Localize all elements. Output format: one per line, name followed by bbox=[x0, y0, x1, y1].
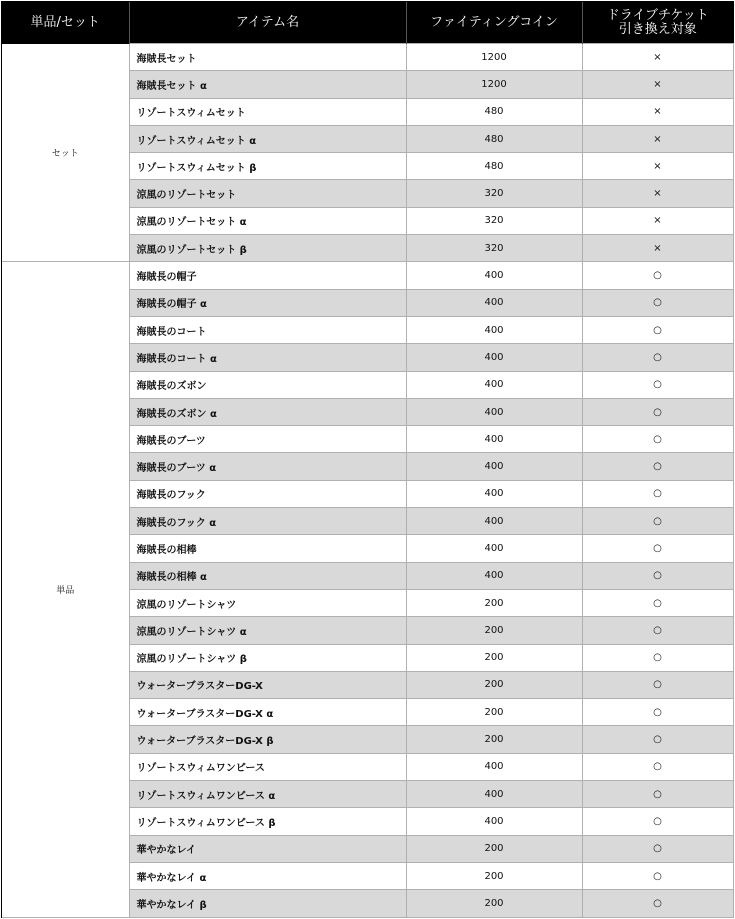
ticket-cell: ○ bbox=[582, 808, 733, 835]
table-body bbox=[2, 44, 733, 918]
coin-cell: 400 bbox=[406, 808, 582, 835]
ticket-cell: ○ bbox=[582, 781, 733, 808]
ticket-cell: × bbox=[582, 44, 733, 71]
item-table bbox=[2, 2, 734, 918]
coin-cell: 1200 bbox=[406, 44, 582, 71]
item-name-cell: 涼風のリゾートシャツ bbox=[129, 589, 406, 616]
coin-cell: 480 bbox=[406, 125, 582, 152]
item-name-cell: 海賊長のズボン bbox=[129, 371, 406, 398]
item-name-cell: 海賊長の相棒 α bbox=[129, 562, 406, 589]
coin-cell: 400 bbox=[406, 262, 582, 289]
ticket-cell: ○ bbox=[582, 316, 733, 343]
ticket-cell: ○ bbox=[582, 262, 733, 289]
item-name-cell: ウォーターブラスターDG-X α bbox=[129, 699, 406, 726]
ticket-cell: ○ bbox=[582, 644, 733, 671]
coin-cell: 200 bbox=[406, 890, 582, 917]
ticket-cell: ○ bbox=[582, 426, 733, 453]
coin-cell: 480 bbox=[406, 153, 582, 180]
header-ticket-line2: 引き換え対象 bbox=[618, 21, 697, 37]
header-ticket-line1: ドライブチケット bbox=[606, 7, 709, 23]
item-name-cell: 海賊長の帽子 α bbox=[129, 289, 406, 316]
category-cell: セット bbox=[2, 44, 129, 262]
ticket-cell: × bbox=[582, 71, 733, 98]
ticket-cell: × bbox=[582, 207, 733, 234]
item-name-cell: リゾートスウィムワンピース bbox=[129, 753, 406, 780]
coin-cell: 200 bbox=[406, 726, 582, 753]
item-name-cell: 涼風のリゾートセット α bbox=[129, 207, 406, 234]
item-name-cell: 海賊長セット bbox=[129, 44, 406, 71]
coin-cell: 200 bbox=[406, 644, 582, 671]
item-table-container bbox=[1, 1, 734, 918]
item-name-cell: ウォーターブラスターDG-X bbox=[129, 671, 406, 698]
coin-cell: 400 bbox=[406, 508, 582, 535]
header-item-name: アイテム名 bbox=[129, 2, 406, 44]
coin-cell: 320 bbox=[406, 207, 582, 234]
item-name-cell: 海賊長のフック α bbox=[129, 508, 406, 535]
coin-cell: 200 bbox=[406, 699, 582, 726]
coin-cell: 400 bbox=[406, 480, 582, 507]
ticket-cell: ○ bbox=[582, 617, 733, 644]
ticket-cell: ○ bbox=[582, 862, 733, 889]
item-name-cell: 涼風のリゾートセット bbox=[129, 180, 406, 207]
coin-cell: 400 bbox=[406, 398, 582, 425]
ticket-cell: ○ bbox=[582, 453, 733, 480]
coin-cell: 400 bbox=[406, 371, 582, 398]
coin-cell: 400 bbox=[406, 453, 582, 480]
ticket-cell: ○ bbox=[582, 890, 733, 917]
coin-cell: 200 bbox=[406, 671, 582, 698]
coin-cell: 200 bbox=[406, 617, 582, 644]
coin-cell: 400 bbox=[406, 562, 582, 589]
coin-cell: 400 bbox=[406, 535, 582, 562]
ticket-cell: ○ bbox=[582, 508, 733, 535]
ticket-cell: ○ bbox=[582, 589, 733, 616]
table-row bbox=[2, 44, 733, 71]
header-ticket bbox=[582, 2, 733, 44]
item-name-cell: 涼風のリゾートシャツ β bbox=[129, 644, 406, 671]
item-name-cell: 涼風のリゾートセット β bbox=[129, 235, 406, 262]
ticket-cell: ○ bbox=[582, 835, 733, 862]
ticket-cell: ○ bbox=[582, 398, 733, 425]
coin-cell: 400 bbox=[406, 289, 582, 316]
ticket-cell: ○ bbox=[582, 371, 733, 398]
coin-cell: 1200 bbox=[406, 71, 582, 98]
coin-cell: 400 bbox=[406, 426, 582, 453]
ticket-cell: × bbox=[582, 98, 733, 125]
coin-cell: 400 bbox=[406, 781, 582, 808]
ticket-cell: ○ bbox=[582, 289, 733, 316]
item-name-cell: 海賊長のブーツ bbox=[129, 426, 406, 453]
item-name-cell: 海賊長のズボン α bbox=[129, 398, 406, 425]
ticket-cell: ○ bbox=[582, 535, 733, 562]
item-name-cell: 海賊長のブーツ α bbox=[129, 453, 406, 480]
coin-cell: 400 bbox=[406, 344, 582, 371]
item-name-cell: 海賊長の帽子 bbox=[129, 262, 406, 289]
item-name-cell: 海賊長の相棒 bbox=[129, 535, 406, 562]
ticket-cell: ○ bbox=[582, 562, 733, 589]
ticket-cell: × bbox=[582, 235, 733, 262]
ticket-cell: ○ bbox=[582, 699, 733, 726]
coin-cell: 400 bbox=[406, 753, 582, 780]
item-name-cell: リゾートスウィムセット α bbox=[129, 125, 406, 152]
item-name-cell: 海賊長セット α bbox=[129, 71, 406, 98]
coin-cell: 320 bbox=[406, 235, 582, 262]
coin-cell: 320 bbox=[406, 180, 582, 207]
item-name-cell: リゾートスウィムセット bbox=[129, 98, 406, 125]
coin-cell: 200 bbox=[406, 835, 582, 862]
header-category: 単品/セット bbox=[2, 2, 129, 44]
item-name-cell: 華やかなレイ bbox=[129, 835, 406, 862]
coin-cell: 480 bbox=[406, 98, 582, 125]
ticket-cell: ○ bbox=[582, 753, 733, 780]
table-header-row bbox=[2, 2, 733, 44]
ticket-cell: ○ bbox=[582, 671, 733, 698]
item-name-cell: リゾートスウィムセット β bbox=[129, 153, 406, 180]
category-cell: 単品 bbox=[2, 262, 129, 917]
coin-cell: 200 bbox=[406, 862, 582, 889]
item-name-cell: 華やかなレイ β bbox=[129, 890, 406, 917]
item-name-cell: 海賊長のフック bbox=[129, 480, 406, 507]
header-coin: ファイティングコイン bbox=[406, 2, 582, 44]
coin-cell: 200 bbox=[406, 589, 582, 616]
item-name-cell: リゾートスウィムワンピース α bbox=[129, 781, 406, 808]
ticket-cell: ○ bbox=[582, 726, 733, 753]
coin-cell: 400 bbox=[406, 316, 582, 343]
item-name-cell: ウォーターブラスターDG-X β bbox=[129, 726, 406, 753]
ticket-cell: ○ bbox=[582, 344, 733, 371]
item-name-cell: 海賊長のコート α bbox=[129, 344, 406, 371]
ticket-cell: × bbox=[582, 180, 733, 207]
item-name-cell: 涼風のリゾートシャツ α bbox=[129, 617, 406, 644]
item-name-cell: 華やかなレイ α bbox=[129, 862, 406, 889]
table-row bbox=[2, 262, 733, 289]
ticket-cell: ○ bbox=[582, 480, 733, 507]
item-name-cell: 海賊長のコート bbox=[129, 316, 406, 343]
ticket-cell: × bbox=[582, 153, 733, 180]
ticket-cell: × bbox=[582, 125, 733, 152]
item-name-cell: リゾートスウィムワンピース β bbox=[129, 808, 406, 835]
